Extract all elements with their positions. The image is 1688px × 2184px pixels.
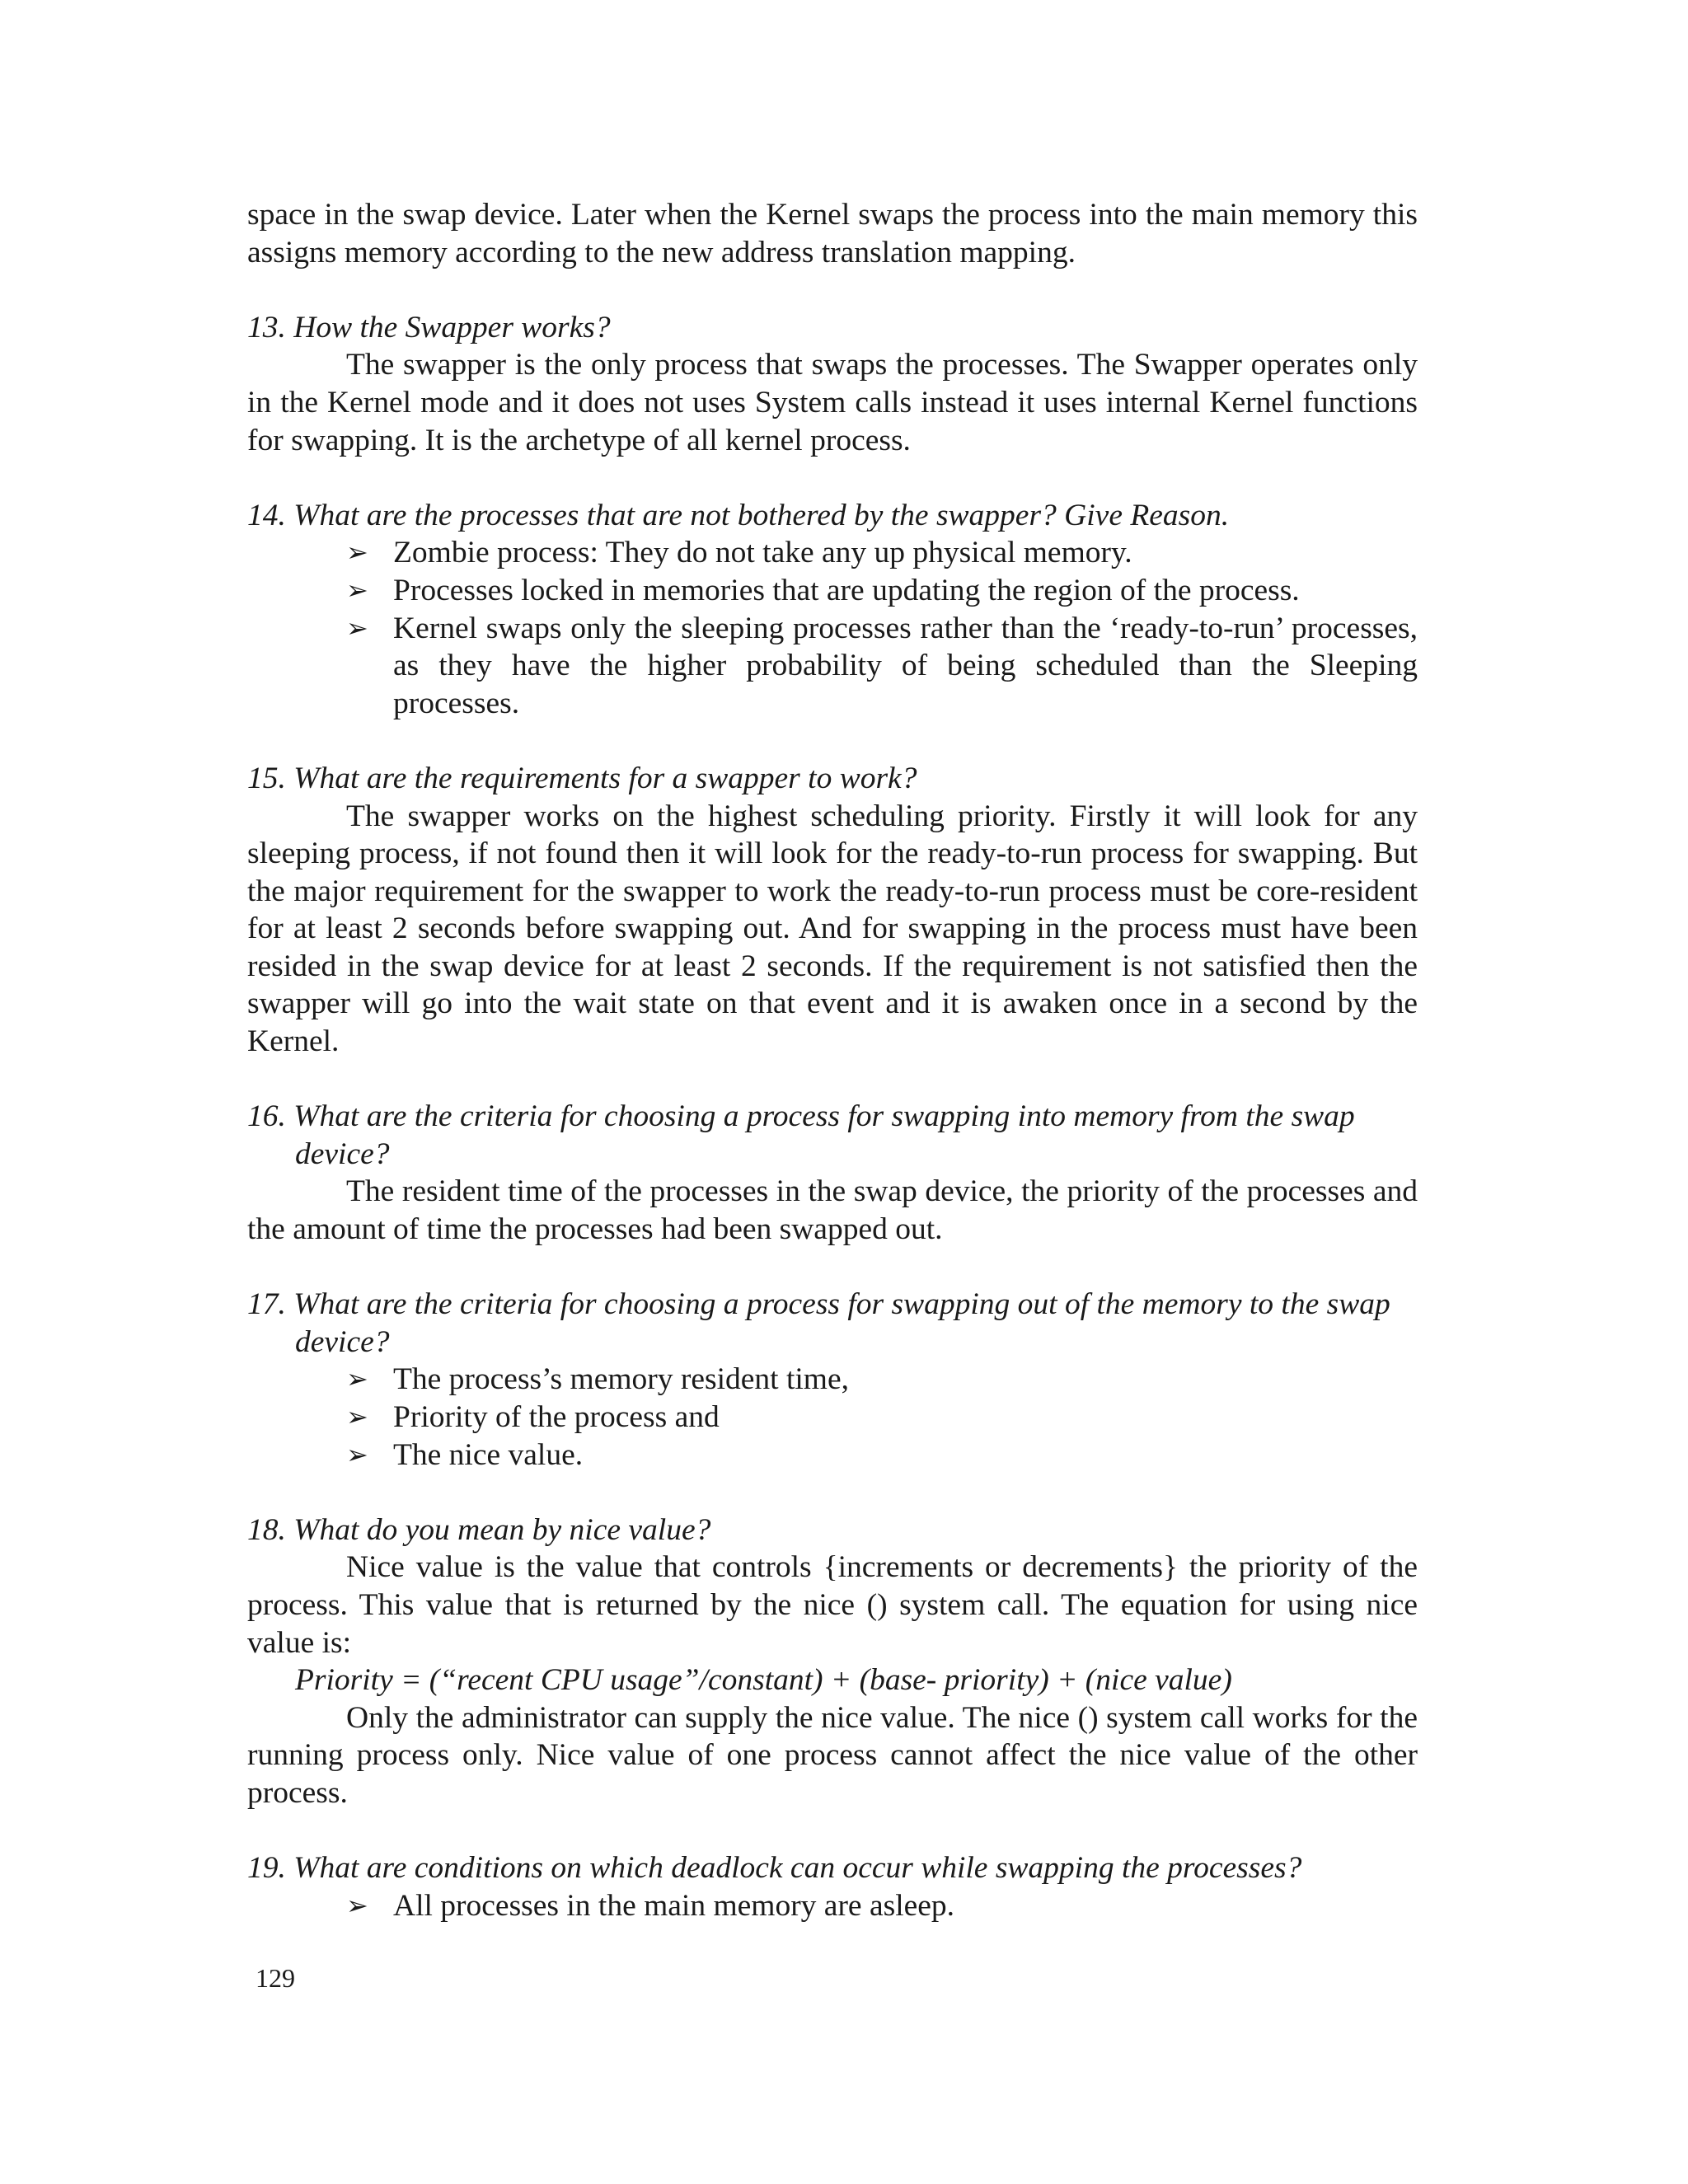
list-item: ➢ Processes locked in memories that are updating the region of the process. <box>247 572 1418 610</box>
question-13: 13. How the Swapper works? <box>247 310 611 344</box>
question-19: 19. What are conditions on which deadlock can occur while swapping the processes? <box>247 1851 1302 1886</box>
answer-14-list <box>247 534 1418 722</box>
arrow-bullet-icon: ➢ <box>346 1401 368 1432</box>
list-item: ➢ All processes in the main memory are asleep. <box>247 1887 1418 1925</box>
question-17: 17. What are the criteria for choosing a process for swapping out of the memory to the swap device? <box>247 1287 1390 1359</box>
list-item: ➢ Priority of the process and <box>247 1399 1418 1436</box>
answer-18: Nice value is the value that controls {increments or decrements} the priority of the process. This value that is returned by the nice () system call. The equation for using nice value is: <box>247 1550 1418 1660</box>
answer-19-list <box>247 1887 1418 1925</box>
answer-17-list <box>247 1361 1418 1474</box>
question-15: 15. What are the requirements for a swapper to work? <box>247 761 917 795</box>
answer-13: The swapper is the only process that swaps the processes. The Swapper operates only in the Kernel mode and it does not uses System calls instead it uses internal Kernel functions for swapping. It is the archetype of all kernel process. <box>247 348 1418 457</box>
arrow-bullet-icon: ➢ <box>346 1889 368 1921</box>
answer-16: The resident time of the processes in the swap device, the priority of the processes and the amount of time the processes had been swapped out. <box>247 1174 1418 1247</box>
arrow-bullet-icon: ➢ <box>346 1438 368 1470</box>
arrow-bullet-icon: ➢ <box>346 574 368 606</box>
arrow-bullet-icon: ➢ <box>346 537 368 569</box>
answer-15: The swapper works on the highest scheduling priority. Firstly it will look for any sleeping process, if not found then it will look for the ready-to-run process for swapping. But the major requirement for the swapper to work the ready-to-run process must be core-resident for at least 2 seconds before swapping out. And for swapping in the process must have been resided in the swap device for at least 2 seconds. If the requirement is not satisfied then the swapper will go into the wait state on that event and it is awaken once in a second by the Kernel. <box>247 799 1418 1059</box>
page-number: 129 <box>256 1963 295 1993</box>
list-item: ➢ The nice value. <box>247 1436 1418 1474</box>
question-16: 16. What are the criteria for choosing a process for swapping into memory from the swap device? <box>247 1099 1355 1171</box>
question-18: 18. What do you mean by nice value? <box>247 1512 711 1547</box>
priority-formula: Priority = (“recent CPU usage”/constant) + (base- priority) + (nice value) <box>295 1663 1232 1698</box>
arrow-bullet-icon: ➢ <box>346 1363 368 1395</box>
question-14: 14. What are the processes that are not bothered by the swapper? Give Reason. <box>247 498 1230 532</box>
list-item: ➢ The process’s memory resident time, <box>247 1361 1418 1399</box>
list-item: ➢ Kernel swaps only the sleeping processes rather than the ‘ready-to-run’ processes, as they have the higher probability of being scheduled than the Sleeping processes. <box>346 611 1418 720</box>
list-item: ➢ Zombie process: They do not take any up physical memory. <box>247 534 1418 572</box>
answer-18-continued: Only the administrator can supply the nice value. The nice () system call works for the running process only. Nice value of one process cannot affect the nice value of the other process. <box>247 1700 1418 1810</box>
arrow-bullet-icon: ➢ <box>346 612 368 644</box>
intro-paragraph: space in the swap device. Later when the Kernel swaps the process into the main memory this assigns memory according to the new address translation mapping. <box>247 198 1418 269</box>
page-content <box>247 196 1418 1924</box>
